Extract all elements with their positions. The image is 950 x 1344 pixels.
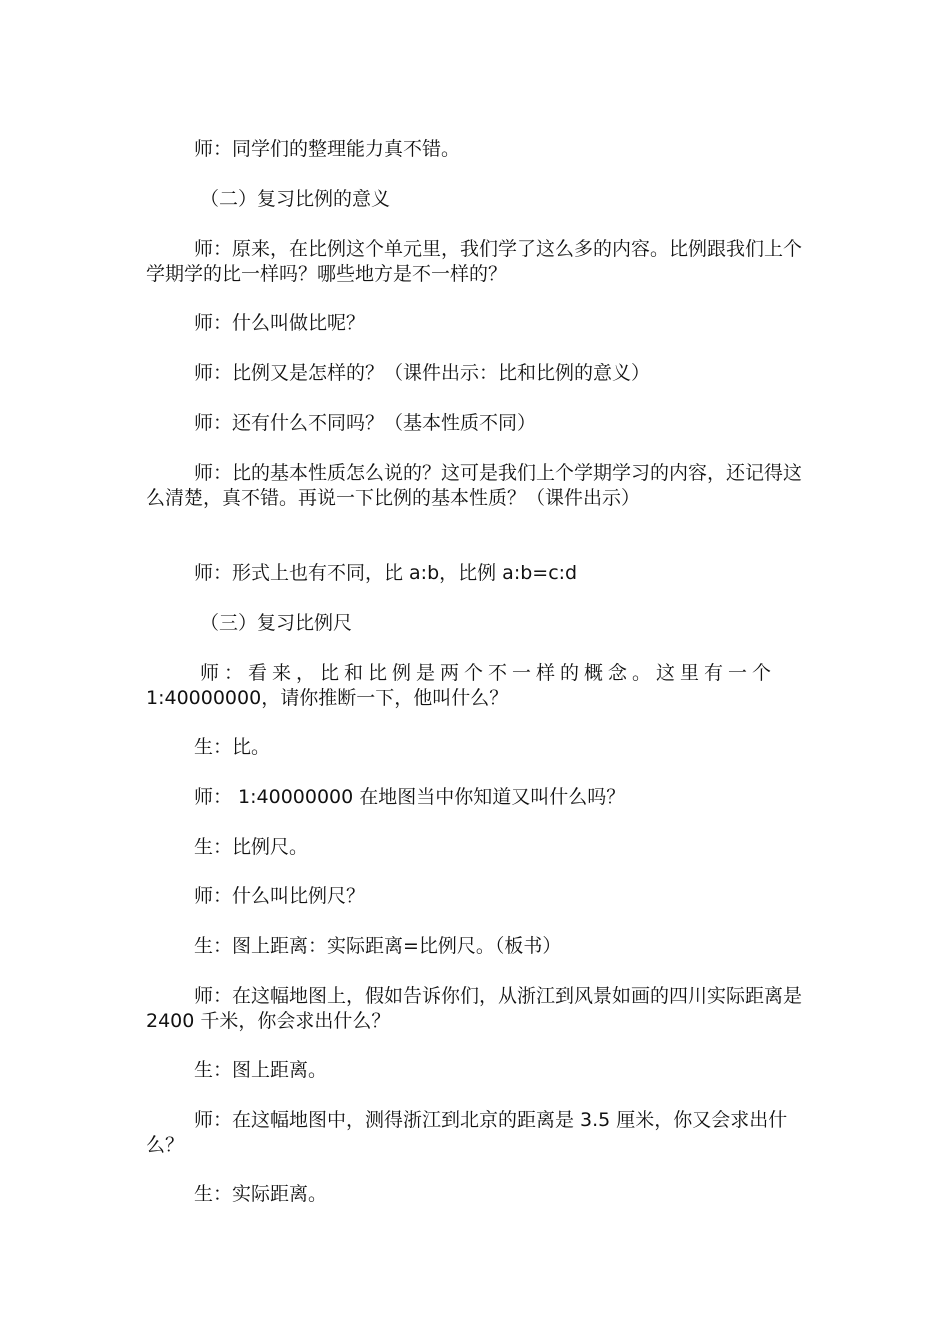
paragraph: 师：还有什么不同吗？（基本性质不同） [194,412,537,434]
section-heading: （三）复习比例尺 [200,612,353,634]
paragraph: 师：什么叫做比呢？ [194,312,366,334]
paragraph: 师：比例又是怎样的？（课件出示：比和比例的意义） [194,362,651,384]
paragraph: 生：比。 [194,736,271,758]
paragraph: 生：图上距离：实际距离=比例尺。（板书） [194,935,562,957]
paragraph: 师：比的基本性质怎么说的？这可是我们上个学期学习的内容，还记得这么清楚，真不错。再说一下比例的基本性质？（课件出示） [146,462,803,509]
paragraph: 生：实际距离。 [194,1183,328,1205]
paragraph: 师：形式上也有不同，比 a:b，比例 a:b=c:d [194,562,578,584]
paragraph: 师：在这幅地图上，假如告诉你们，从浙江到风景如画的四川实际距离是 2400 千米，你会求出什么？ [146,985,803,1032]
paragraph: 师：同学们的整理能力真不错。 [194,138,461,160]
paragraph: 师：看来，比和比例是两个不一样的概念。这里有一个 [200,662,777,684]
paragraph: 生：比例尺。 [194,836,309,858]
paragraph: 师：什么叫比例尺？ [194,885,366,907]
paragraph: 师：原来，在比例这个单元里，我们学了这么多的内容。比例跟我们上个学期学的比一样吗？哪些地方是不一样的？ [146,238,803,285]
paragraph: 师： 1:40000000 在地图当中你知道又叫什么吗？ [194,786,626,808]
section-heading: （二）复习比例的意义 [200,188,391,210]
paragraph-continuation: 1:40000000，请你推断一下，他叫什么？ [146,687,509,709]
paragraph: 生：图上距离。 [194,1059,328,1081]
paragraph: 师：在这幅地图中，测得浙江到北京的距离是 3.5 厘米，你又会求出什么？ [146,1109,788,1156]
